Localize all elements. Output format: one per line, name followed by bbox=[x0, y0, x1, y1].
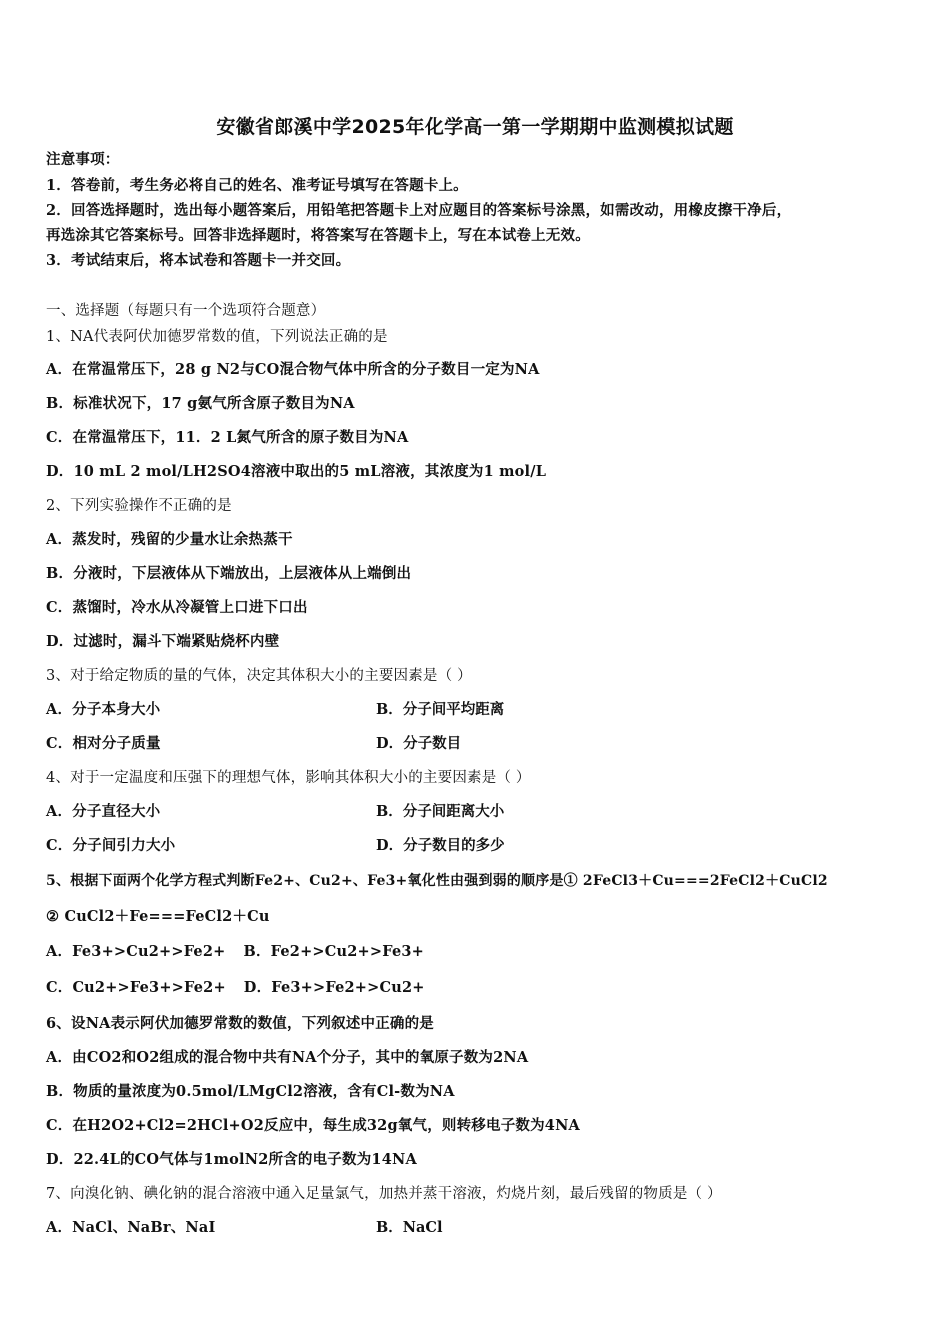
q5-options-row1 bbox=[46, 942, 424, 962]
q6-option-c: C．在H2O2+Cl2=2HCl+O2反应中，每生成32g氧气，则转移电子数为4NA bbox=[46, 1117, 581, 1134]
q5-option-a: A．Fe3+>Cu2+>Fe2+ bbox=[46, 943, 226, 960]
q5-option-d: D．Fe3+>Fe2+>Cu2+ bbox=[243, 979, 425, 996]
notice-item-3: 3．考试结束后，将本试卷和答题卡一并交回。 bbox=[46, 252, 351, 269]
q2-option-a: A．蒸发时，残留的少量水让余热蒸干 bbox=[46, 531, 293, 548]
q3-stem: 3、对于给定物质的量的气体，决定其体积大小的主要因素是（ ） bbox=[46, 668, 472, 684]
q6-stem: 6、设NA表示阿伏加德罗常数的数值，下列叙述中正确的是 bbox=[46, 1015, 434, 1032]
q1-option-d: D．10 mL 2 mol/LH2SO4溶液中取出的5 mL溶液，其浓度为1 mol/L bbox=[46, 463, 547, 480]
q3-option-a: A．分子本身大小 bbox=[46, 701, 161, 718]
q3-option-b: B．分子间平均距离 bbox=[376, 701, 505, 718]
q2-option-b: B．分液时，下层液体从下端放出，上层液体从上端倒出 bbox=[46, 565, 412, 582]
q4-option-d: D．分子数目的多少 bbox=[376, 837, 505, 854]
q7-option-a: A．NaCl、NaBr、NaI bbox=[46, 1219, 216, 1236]
q4-option-c: C．分子间引力大小 bbox=[46, 837, 176, 854]
q1-option-c: C．在常温常压下，11．2 L氮气所含的原子数目为NA bbox=[46, 429, 409, 446]
q1-stem: 1、NA代表阿伏加德罗常数的值，下列说法正确的是 bbox=[46, 329, 388, 345]
section-heading: 一、选择题（每题只有一个选项符合题意） bbox=[46, 303, 326, 319]
q5-option-b: B．Fe2+>Cu2+>Fe3+ bbox=[243, 943, 425, 960]
q6-option-d: D．22.4L的CO气体与1molN2所含的电子数为14NA bbox=[46, 1151, 417, 1168]
q5-options-row2 bbox=[46, 978, 425, 998]
q5-stem-line1: 5、根据下面两个化学方程式判断Fe2+、Cu2+、Fe3+氧化性由强到弱的顺序是① 2FeCl3＋Cu===2FeCl2＋CuCl2 bbox=[46, 873, 828, 889]
q6-option-a: A．由CO2和O2组成的混合物中共有NA个分子，其中的氧原子数为2NA bbox=[46, 1049, 529, 1066]
q3-option-c: C．相对分子质量 bbox=[46, 735, 161, 752]
q7-option-b: B．NaCl bbox=[376, 1219, 443, 1236]
q4-option-a: A．分子直径大小 bbox=[46, 803, 161, 820]
q7-stem: 7、向溴化钠、碘化钠的混合溶液中通入足量氯气，加热并蒸干溶液，灼烧片刻，最后残留的物质是（ ） bbox=[46, 1186, 722, 1202]
q1-option-a: A．在常温常压下，28 g N2与CO混合物气体中所含的分子数目一定为NA bbox=[46, 361, 540, 378]
q4-option-b: B．分子间距离大小 bbox=[376, 803, 505, 820]
page-title: 安徽省郎溪中学2025年化学高一第一学期期中监测模拟试题 bbox=[216, 116, 734, 138]
notice-item-1: 1．答卷前，考生务必将自己的姓名、准考证号填写在答题卡上。 bbox=[46, 177, 468, 194]
q3-option-d: D．分子数目 bbox=[376, 735, 462, 752]
q5-stem-line2: ② CuCl2＋Fe===FeCl2＋Cu bbox=[46, 908, 270, 925]
q2-option-d: D．过滤时，漏斗下端紧贴烧杯内壁 bbox=[46, 633, 280, 650]
q4-stem: 4、对于一定温度和压强下的理想气体，影响其体积大小的主要因素是（ ） bbox=[46, 770, 531, 786]
q5-option-c: C．Cu2+>Fe3+>Fe2+ bbox=[46, 979, 226, 996]
q1-option-b: B．标准状况下，17 g氨气所含原子数目为NA bbox=[46, 395, 355, 412]
q6-option-b: B．物质的量浓度为0.5mol/LMgCl2溶液，含有Cl-数为NA bbox=[46, 1083, 455, 1100]
q2-option-c: C．蒸馏时，冷水从冷凝管上口进下口出 bbox=[46, 599, 308, 616]
q2-stem: 2、下列实验操作不正确的是 bbox=[46, 498, 232, 514]
notice-header: 注意事项： bbox=[46, 151, 120, 168]
notice-item-2: 2．回答选择题时，选出每小题答案后，用铅笔把答题卡上对应题目的答案标号涂黑，如需改动，用橡皮擦干净后， bbox=[46, 202, 792, 219]
notice-item-2-cont: 再选涂其它答案标号。回答非选择题时，将答案写在答题卡上，写在本试卷上无效。 bbox=[46, 227, 590, 244]
